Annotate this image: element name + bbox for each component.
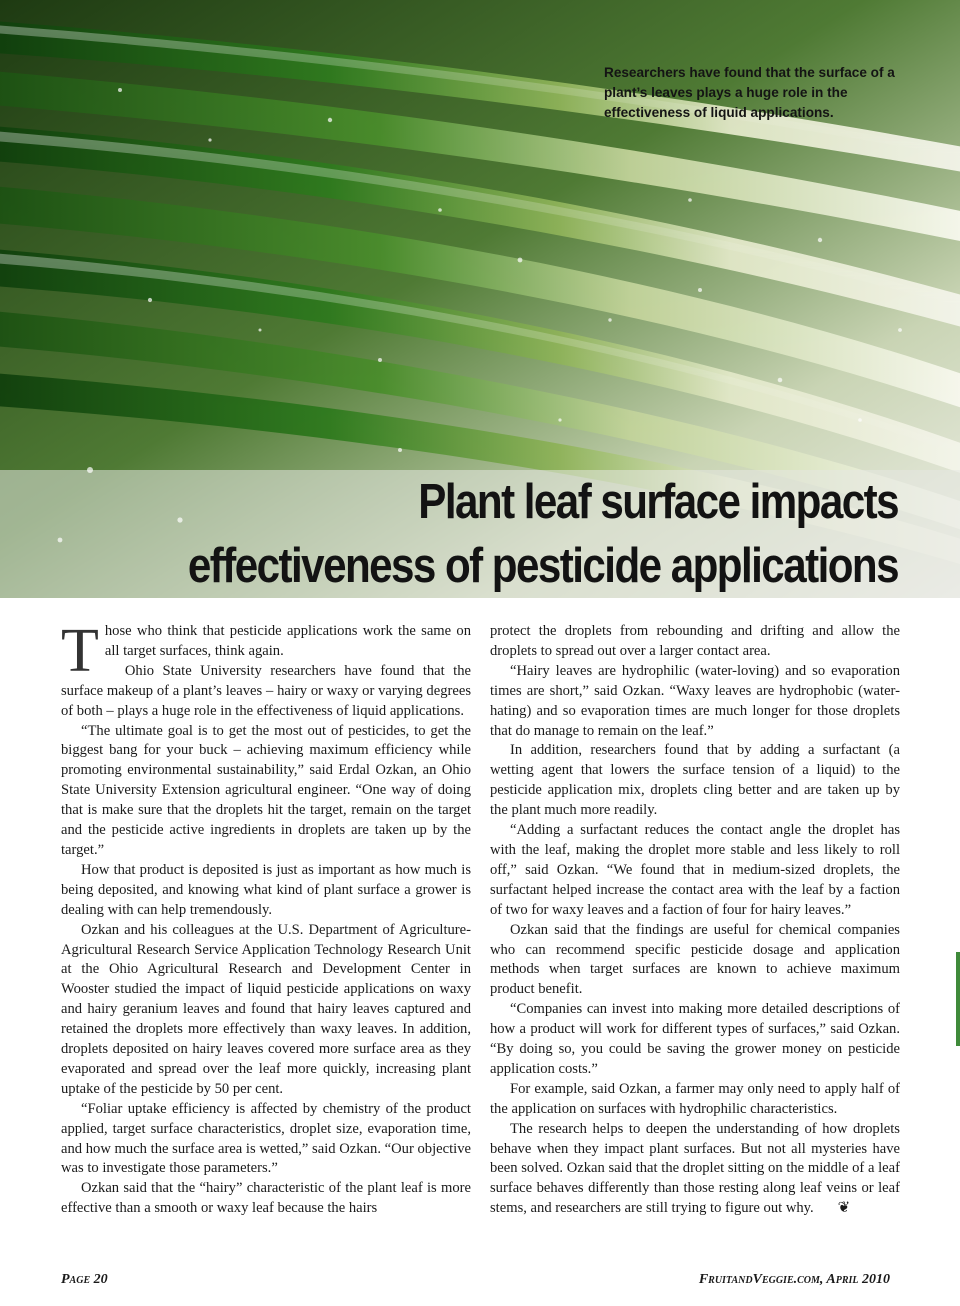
paragraph: “Foliar uptake efficiency is affected by chemistry of the product applied, target surface characteristics, droplet size, evaporation time, and how much the surface area is wetted,” said Ozkan. “Our objective was to investigate those parameters.”: [61, 1100, 471, 1177]
paragraph: Ozkan said that the findings are useful for chemical companies who can recommend specific pesticide dosage and application methods when target surfaces are known to achieve maximum product benefit.: [490, 921, 900, 998]
paragraph: Ohio State University researchers have found that the surface makeup of a plant’s leaves – hairy or waxy or varying degrees of both – plays a huge role in the effectiveness of liquid applications.: [61, 662, 471, 719]
paragraph: How that product is deposited is just as important as how much is being deposited, and knowing what kind of plant surface a grower is dealing with can help tremendously.: [61, 861, 471, 918]
end-mark-icon: ❦: [837, 1200, 851, 1217]
page-number: Page 20: [61, 1272, 108, 1287]
headline-line-1: Plant leaf surface impacts: [418, 475, 898, 529]
paragraph: “The ultimate goal is to get the most out of pesticides, to get the biggest bang for your buck – achieving maximum efficiency while promoting environmental sustainability,” said Erdal Ozkan, an Ohio State University Extension agricultural engineer. “One way of doing that is make sure that the droplets hit the target, remain on the target and the pesticide active ingredients in droplets are taken up by the target.”: [61, 722, 471, 858]
paragraph: Ozkan said that the “hairy” characteristic of the plant leaf is more effective than a smooth or waxy leaf because the hairs: [61, 1180, 471, 1217]
article-column-left: [61, 617, 471, 1219]
paragraph: “Adding a surfactant reduces the contact angle the droplet has with the leaf, making the droplet more stable and less likely to roll off,” said Ozkan. “We found that in medium-sized droplets, the surfactant helped increase the contact area with the leaf by a faction of two for waxy leaves and a faction of four for hairy leaves.”: [490, 822, 900, 918]
publication-info: FruitandVeggie.com, April 2010: [698, 1272, 890, 1287]
headline-line-2: effectiveness of pesticide applications: [187, 539, 899, 593]
paragraph: In addition, researchers found that by adding a surfactant (a wetting agent that lowers the surface tension of a liquid) to the pesticide application mix, droplets cling better and are taken up by the plant much more readily.: [490, 742, 900, 819]
paragraph: [490, 1120, 900, 1220]
article-headline: [126, 470, 898, 598]
paragraph-text: The research helps to deepen the understanding of how droplets behave when they impact plant surfaces. But not all mysteries have been solved. Ozkan said that the droplet sitting on the middle of a leaf surface behaves differently than those resting along leaf veins or leaf stems, and researchers are still trying to figure out why.: [490, 1120, 900, 1217]
photo-caption: Researchers have found that the surface of a plant’s leaves plays a huge role in the effectiveness of liquid applications.: [604, 65, 895, 120]
article-column-right: [490, 622, 900, 1219]
paragraph-text: hose who think that pesticide applications work the same on all target surfaces, think again.: [104, 623, 471, 659]
paragraph: “Companies can invest into making more detailed descriptions of how a product will work for different types of surfaces,” said Ozkan. “By doing so, you could be saving the grower money on pesticide application costs.”: [490, 1001, 900, 1077]
paragraph: “Hairy leaves are hydrophilic (water-loving) and so evaporation times are short,” said Ozkan. “Waxy leaves are hydrophobic (water-hating) and so evaporation times are much longer for those droplets that do manage to remain on the leaf.”: [490, 662, 900, 739]
paragraph: For example, said Ozkan, a farmer may only need to apply half of the application on surfaces with hydrophilic characteristics.: [490, 1080, 900, 1117]
paragraph: [61, 617, 471, 685]
paragraph: Ozkan and his colleagues at the U.S. Department of Agriculture-Agricultural Research Service Application Technology Research Unit at the Ohio Agricultural Research and Development Center in Wooster studied the impact of liquid pesticide applications on waxy and hairy geranium leaves and found that hairy leaves captured and retained the droplets more effectively than waxy leaves. In addition, droplets deposited on hairy leaves covered more surface area as they evaporated and spread over the leaf more quickly, increasing plant uptake of the pesticide by 50 per cent.: [61, 921, 471, 1097]
drop-cap: T: [61, 617, 99, 685]
edge-tab-marker: [956, 952, 960, 1046]
paragraph: protect the droplets from rebounding and drifting and allow the droplets to spread out over a larger contact area.: [490, 623, 900, 659]
hero-photo: [0, 0, 960, 598]
